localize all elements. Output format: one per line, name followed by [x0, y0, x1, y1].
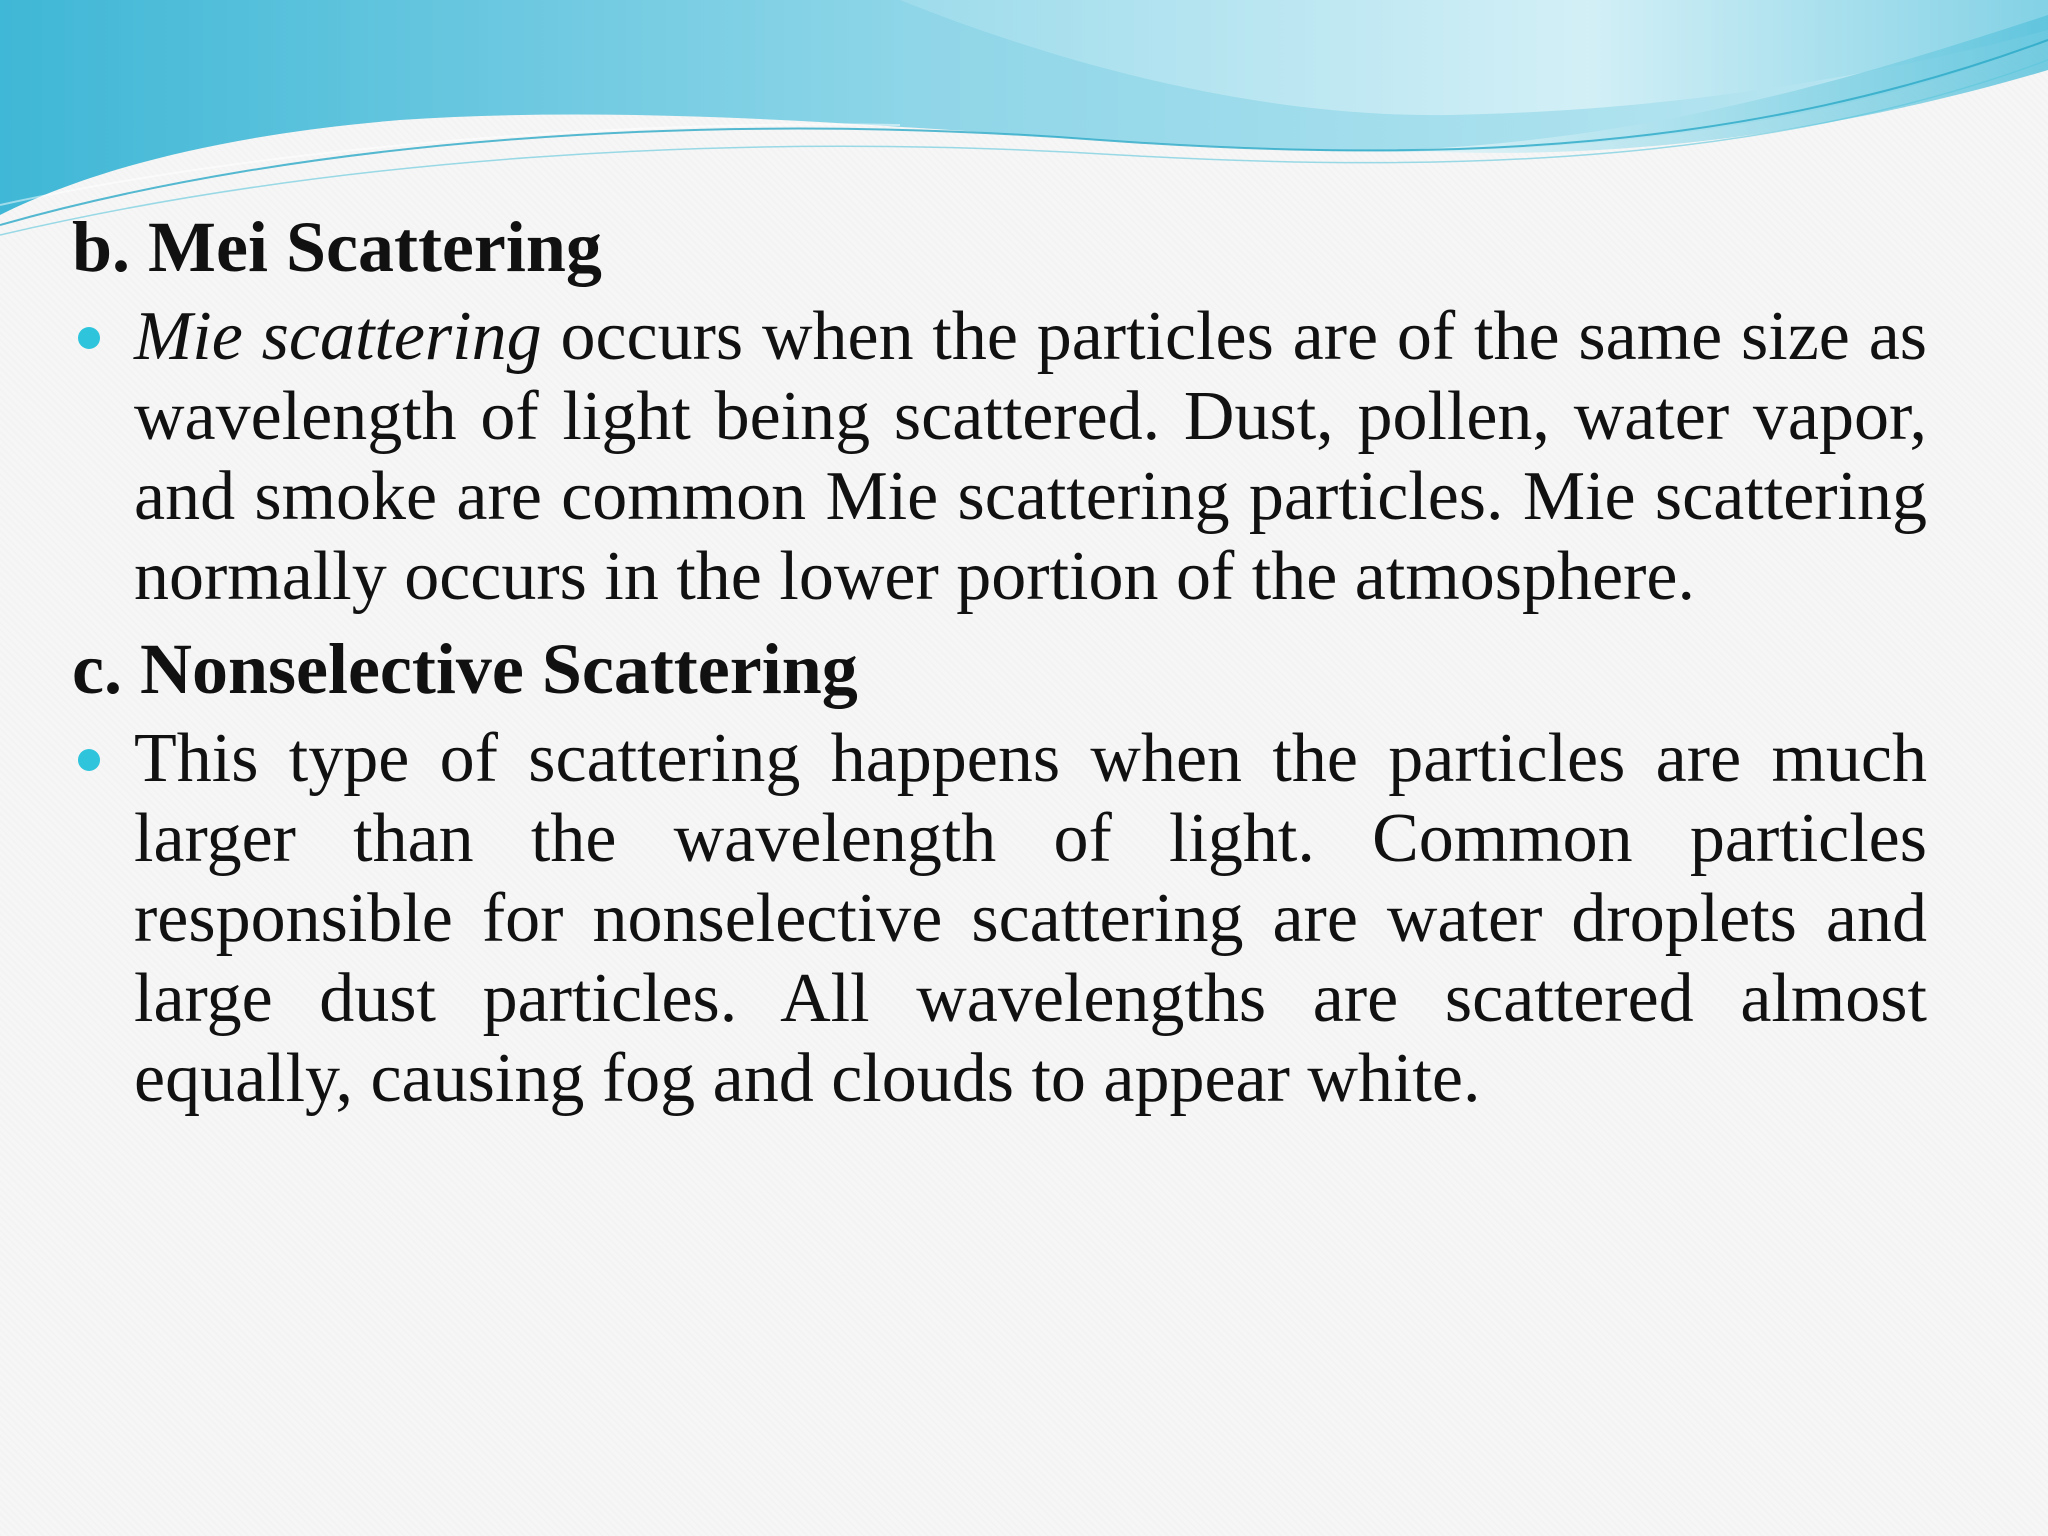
heading-nonselective-scattering: c. Nonselective Scattering	[72, 629, 858, 709]
nonselective-description: This type of scattering happens when the particles are much larger than the wavelength of light. Common particles responsible for nonselective scattering are water droplets and large dust particles. All wavelengths are scattered almost equally, causing fog and clouds to appear white.	[134, 720, 1927, 1117]
heading-mie-scattering: b. Mei Scattering	[72, 207, 602, 287]
mie-term: Mie scattering	[134, 298, 542, 375]
bullet-dot-icon	[78, 327, 100, 349]
bullet-dot-icon	[78, 749, 100, 771]
bullet-mie-scattering	[72, 297, 1927, 617]
slide-content	[72, 205, 1927, 1119]
mie-description: occurs when the particles are of the same size as wavelength of light being scattered. Dust, pollen, water vapor, and smoke are common Mie scattering particles. Mie scattering normally occurs in the lower portion of the atmosphere.	[134, 298, 1927, 615]
bullet-nonselective-scattering	[72, 719, 1927, 1119]
